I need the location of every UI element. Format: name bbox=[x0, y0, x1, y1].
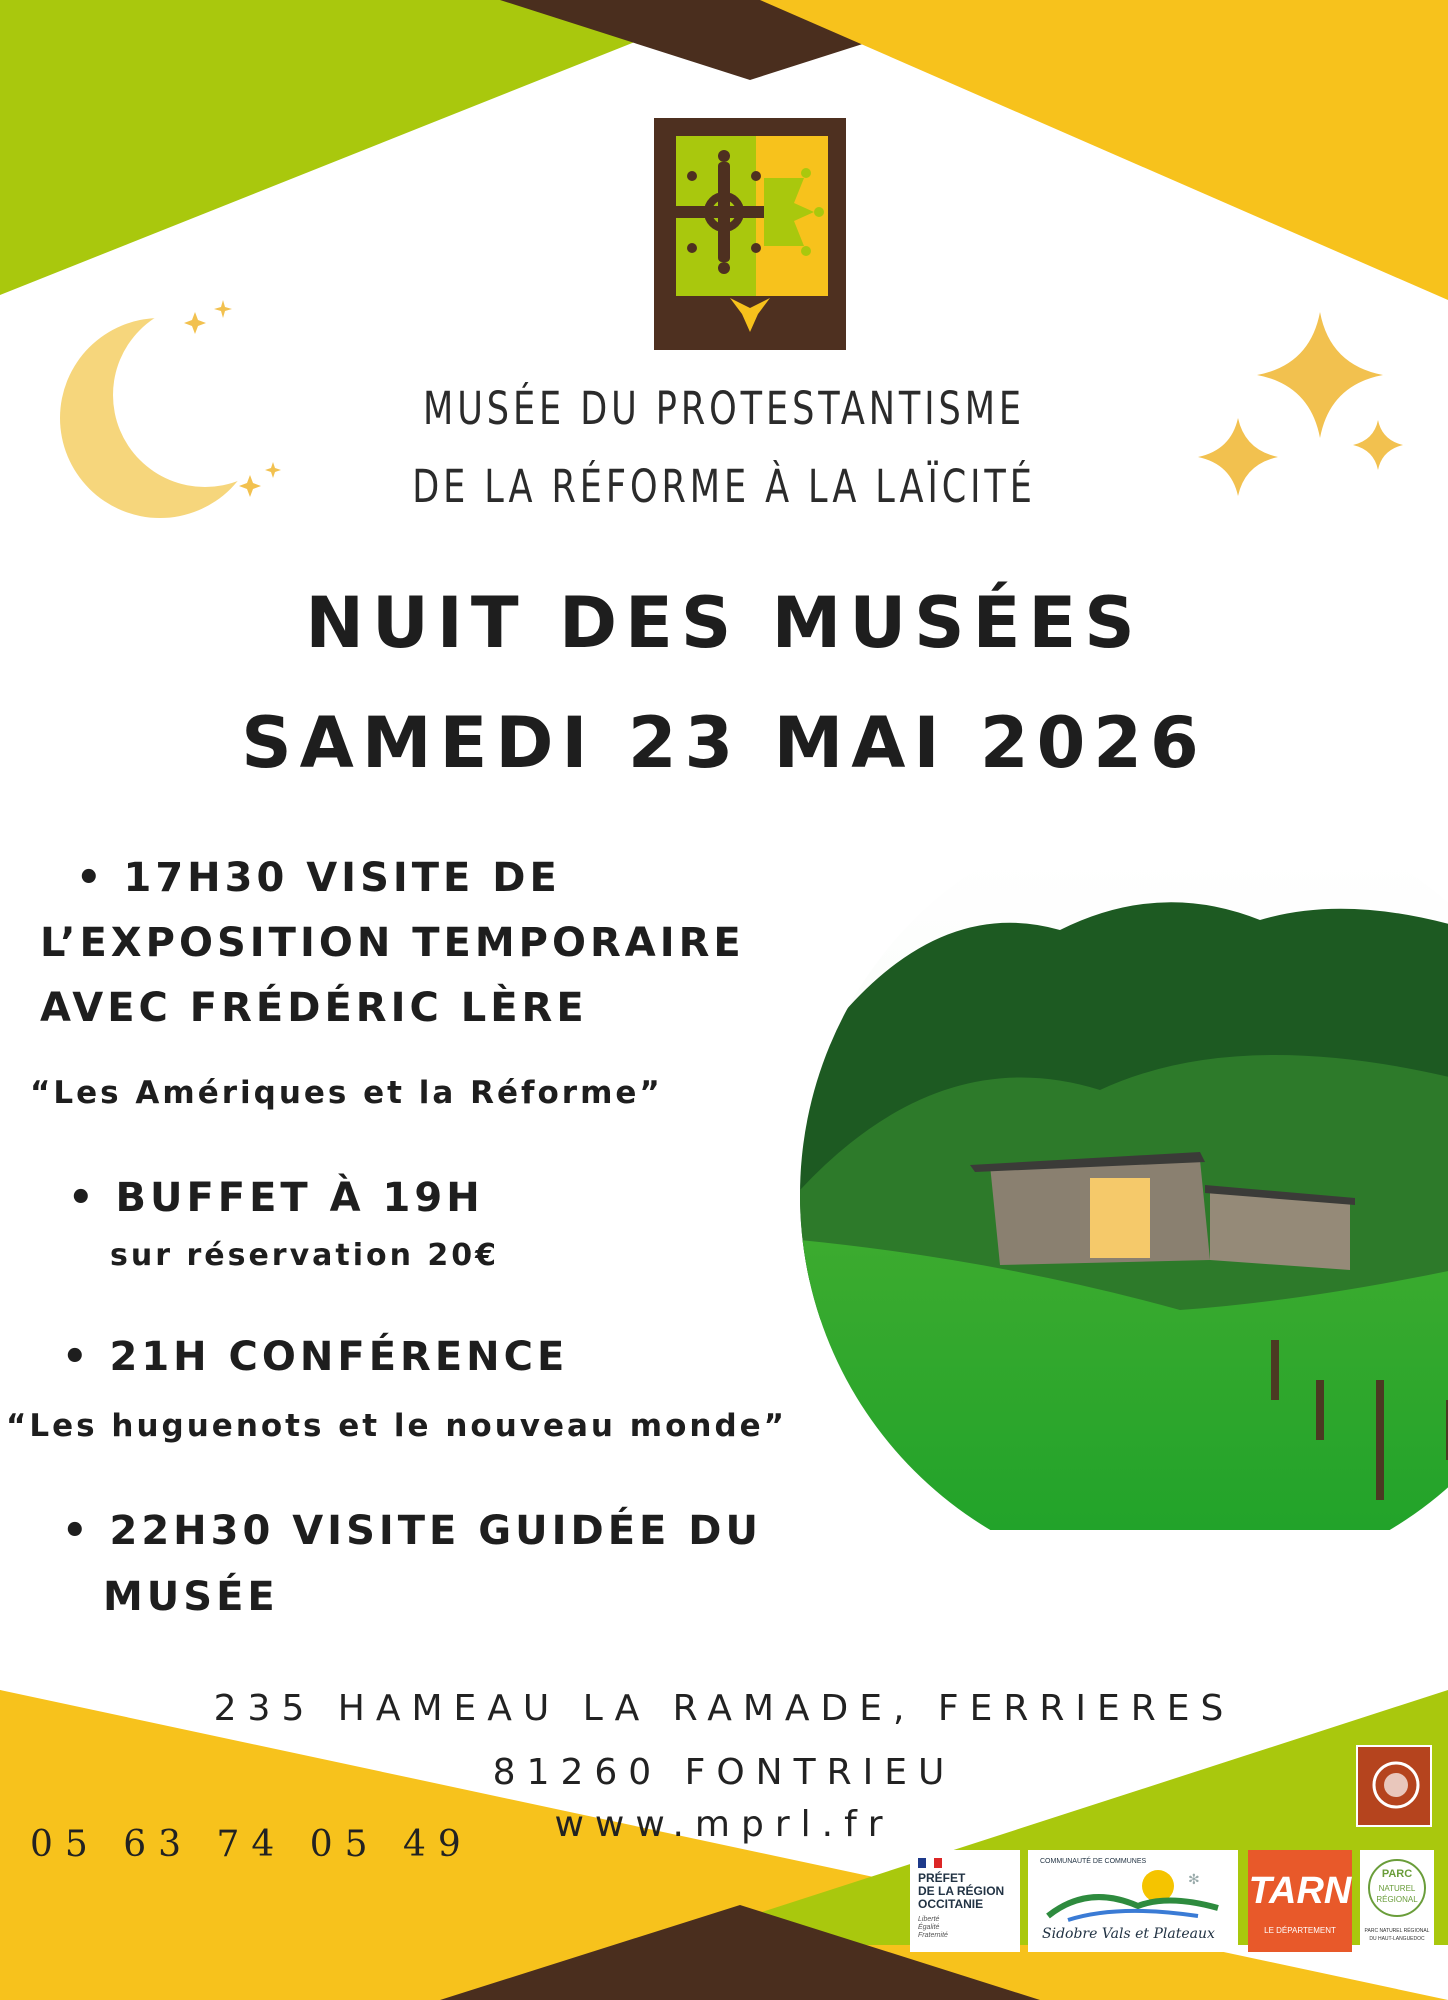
website-link[interactable]: www.mprl.fr bbox=[554, 1804, 894, 1845]
parcourir-logo bbox=[1356, 1745, 1432, 1827]
prefet-occitanie-logo bbox=[910, 1850, 1020, 1952]
program-item-guided-tour-line2: MUSÉE bbox=[103, 1574, 279, 1620]
sidobre-logo bbox=[1028, 1850, 1238, 1952]
program-item-visit-line1: • 17H30 VISITE DE bbox=[76, 855, 561, 901]
motto-liberte: Liberté bbox=[918, 1916, 940, 1923]
program-item-visit-line2: L’EXPOSITION TEMPORAIRE bbox=[40, 920, 745, 966]
parc-caption-line1: PARC NATUREL RÉGIONAL bbox=[1364, 1928, 1430, 1934]
parc-ring-label: PARC bbox=[1381, 1868, 1413, 1880]
tarn-logo bbox=[1248, 1850, 1352, 1952]
address-line2: 81260 FONTRIEU bbox=[492, 1752, 956, 1793]
motto-fraternite: Fraternité bbox=[918, 1932, 948, 1939]
prefet-title: PRÉFET bbox=[918, 1871, 966, 1885]
address-line1: 235 HAMEAU LA RAMADE, FERRIERES bbox=[213, 1688, 1235, 1729]
program-item-guided-tour-line1: • 22H30 VISITE GUIDÉE DU bbox=[62, 1508, 762, 1554]
event-title: NUIT DES MUSÉES bbox=[305, 582, 1143, 664]
phone-number: 05 63 74 05 49 bbox=[30, 1824, 473, 1865]
tarn-subtitle: LE DÉPARTEMENT bbox=[1264, 1926, 1336, 1935]
museum-name-line1: MUSÉE DU PROTESTANTISME bbox=[423, 382, 1025, 435]
event-date: SAMEDI 23 MAI 2026 bbox=[241, 702, 1207, 784]
program-item-buffet: • BUFFET À 19H bbox=[68, 1175, 484, 1221]
sidobre-name: Sidobre Vals et Plateaux bbox=[1042, 1926, 1215, 1942]
program-item-conference: • 21H CONFÉRENCE bbox=[62, 1334, 569, 1380]
dove-icon bbox=[730, 298, 770, 332]
prefet-occitanie-line: OCCITANIE bbox=[918, 1897, 984, 1911]
motto-egalite: Égalité bbox=[918, 1924, 940, 1931]
sidobre-landscape-icon bbox=[1028, 1864, 1238, 1924]
parc-haut-languedoc-logo bbox=[1360, 1850, 1434, 1952]
tarn-name: TARN bbox=[1248, 1870, 1352, 1912]
prefet-region-line: DE LA RÉGION bbox=[918, 1884, 1005, 1898]
program-item-visit-quote: “Les Amériques et la Réforme” bbox=[30, 1075, 663, 1111]
museum-name-line2: DE LA RÉFORME À LA LAÏCITÉ bbox=[412, 460, 1036, 513]
parc-caption-line2: DU HAUT-LANGUEDOC bbox=[1369, 1936, 1425, 1942]
program-item-visit-line3: AVEC FRÉDÉRIC LÈRE bbox=[40, 985, 588, 1031]
svg-text:✻: ✻ bbox=[1188, 1872, 1200, 1888]
program-item-buffet-detail: sur réservation 20€ bbox=[110, 1238, 500, 1273]
museum-logo bbox=[654, 118, 846, 350]
parc-naturel-label: NATUREL bbox=[1378, 1884, 1416, 1893]
sidobre-header: COMMUNAUTÉ DE COMMUNES bbox=[1040, 1858, 1147, 1865]
museum-building-photo bbox=[800, 860, 1448, 1530]
parc-regional-label: RÉGIONAL bbox=[1376, 1895, 1418, 1904]
parcourir-emblem-icon bbox=[1358, 1747, 1434, 1829]
program-item-conference-quote: “Les huguenots et le nouveau monde” bbox=[6, 1408, 788, 1444]
